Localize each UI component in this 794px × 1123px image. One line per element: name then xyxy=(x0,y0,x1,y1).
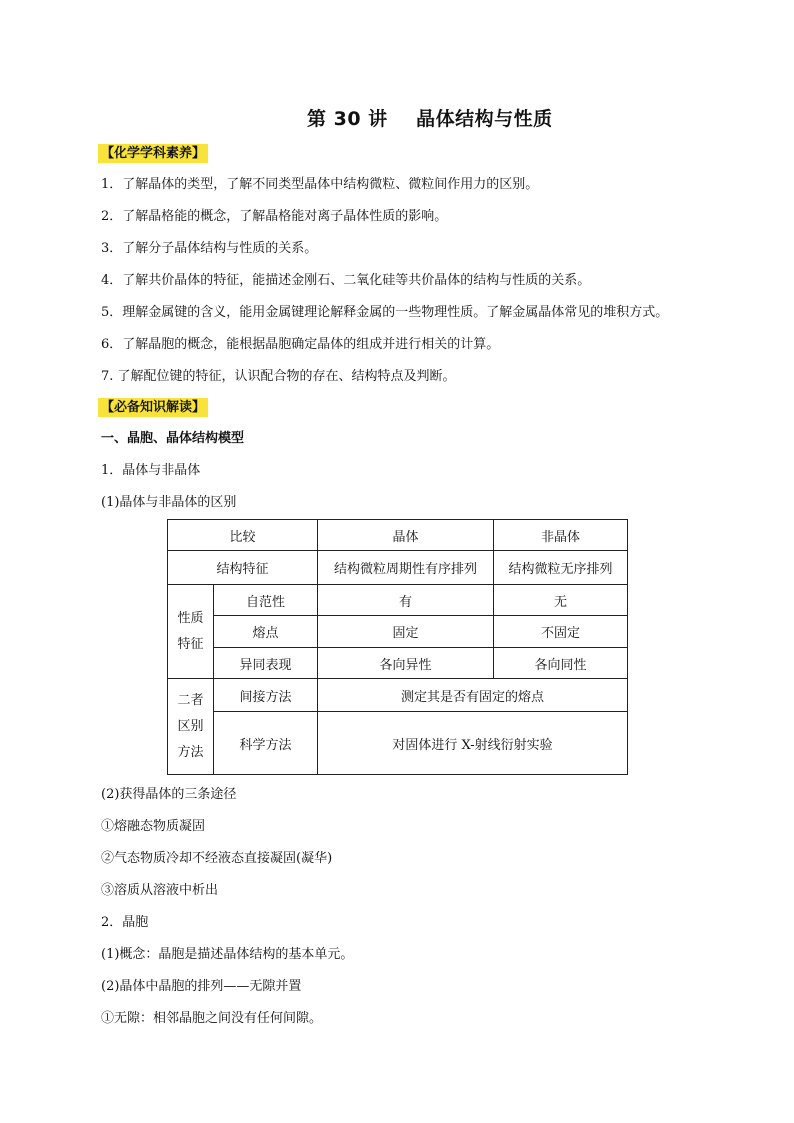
paragraph: (2)晶体中晶胞的排列——无隙并置 xyxy=(101,979,302,994)
table-row xyxy=(168,551,628,585)
comparison-table xyxy=(167,519,628,775)
list-item: ①无隙：相邻晶胞之间没有任何间隙。 xyxy=(101,1011,323,1026)
table-cell: 固定 xyxy=(318,616,494,648)
group-label-part: 区别 xyxy=(177,718,204,734)
subheading-difference: (1)晶体与非晶体的区别 xyxy=(101,495,237,510)
table-cell: 结构微粒无序排列 xyxy=(494,551,628,585)
table-cell: 无 xyxy=(494,585,628,616)
subheading-three-ways: (2)获得晶体的三条途径 xyxy=(101,787,237,802)
objective-item: 2．了解晶格能的概念，了解晶格能对离子晶体性质的影响。 xyxy=(101,209,448,224)
section-tag-knowledge: 【必备知识解读】 xyxy=(98,398,208,417)
table-cell: 各向异性 xyxy=(318,648,494,679)
objective-item: 5．理解金属键的含义，能用金属键理论解释金属的一些物理性质。了解金属晶体常见的堆积方式。 xyxy=(101,305,669,320)
table-group-cell xyxy=(168,585,214,679)
list-item: ①熔融态物质凝固 xyxy=(101,819,206,834)
table-cell: 测定其是否有固定的熔点 xyxy=(318,679,628,712)
table-cell: 结构微粒周期性有序排列 xyxy=(318,551,494,585)
paragraph: (1)概念：晶胞是描述晶体结构的基本单元。 xyxy=(101,947,354,962)
group-label-part: 二者 xyxy=(177,692,204,708)
objective-item: 1．了解晶体的类型，了解不同类型晶体中结构微粒、微粒间作用力的区别。 xyxy=(101,177,539,192)
objective-item: 3．了解分子晶体结构与性质的关系。 xyxy=(101,241,318,256)
table-header-cell: 比较 xyxy=(168,520,318,551)
objective-item: 6．了解晶胞的概念，能根据晶胞确定晶体的组成并进行相关的计算。 xyxy=(101,337,500,352)
table-row xyxy=(168,679,628,712)
group-label-part: 性质 xyxy=(177,610,204,626)
table-group-cell xyxy=(168,679,214,775)
table-cell: 有 xyxy=(318,585,494,616)
table-cell: 各向同性 xyxy=(494,648,628,679)
table-cell: 对固体进行 X-射线衍射实验 xyxy=(318,712,628,775)
subheading-unit-cell: 2．晶胞 xyxy=(101,915,149,930)
list-item: ③溶质从溶液中析出 xyxy=(101,883,219,898)
table-row xyxy=(168,520,628,551)
page-title: 第 30 讲 晶体结构与性质 xyxy=(307,108,553,130)
objective-item: 4．了解共价晶体的特征，能描述金刚石、二氧化硅等共价晶体的结构与性质的关系。 xyxy=(101,273,591,288)
heading-crystal-cell: 一、晶胞、晶体结构模型 xyxy=(101,431,245,446)
table-cell: 间接方法 xyxy=(214,679,318,712)
table-cell: 熔点 xyxy=(214,616,318,648)
objective-item: 7. 了解配位键的特征，认识配合物的存在、结构特点及判断。 xyxy=(101,369,456,384)
group-label-part: 方法 xyxy=(177,744,204,760)
group-label-part: 特征 xyxy=(177,636,204,652)
subheading-crystal-vs-noncrystal: 1．晶体与非晶体 xyxy=(101,463,201,478)
table-cell: 科学方法 xyxy=(214,712,318,775)
list-item: ②气态物质冷却不经液态直接凝固(凝华) xyxy=(101,851,333,866)
table-header-cell: 晶体 xyxy=(318,520,494,551)
section-tag-literacy: 【化学学科素养】 xyxy=(98,144,208,163)
table-cell: 异同表现 xyxy=(214,648,318,679)
table-header-cell: 非晶体 xyxy=(494,520,628,551)
table-cell: 结构特征 xyxy=(168,551,318,585)
table-row xyxy=(168,648,628,679)
table-row xyxy=(168,712,628,775)
table-row xyxy=(168,585,628,616)
table-row xyxy=(168,616,628,648)
table-cell: 不固定 xyxy=(494,616,628,648)
table-cell: 自范性 xyxy=(214,585,318,616)
